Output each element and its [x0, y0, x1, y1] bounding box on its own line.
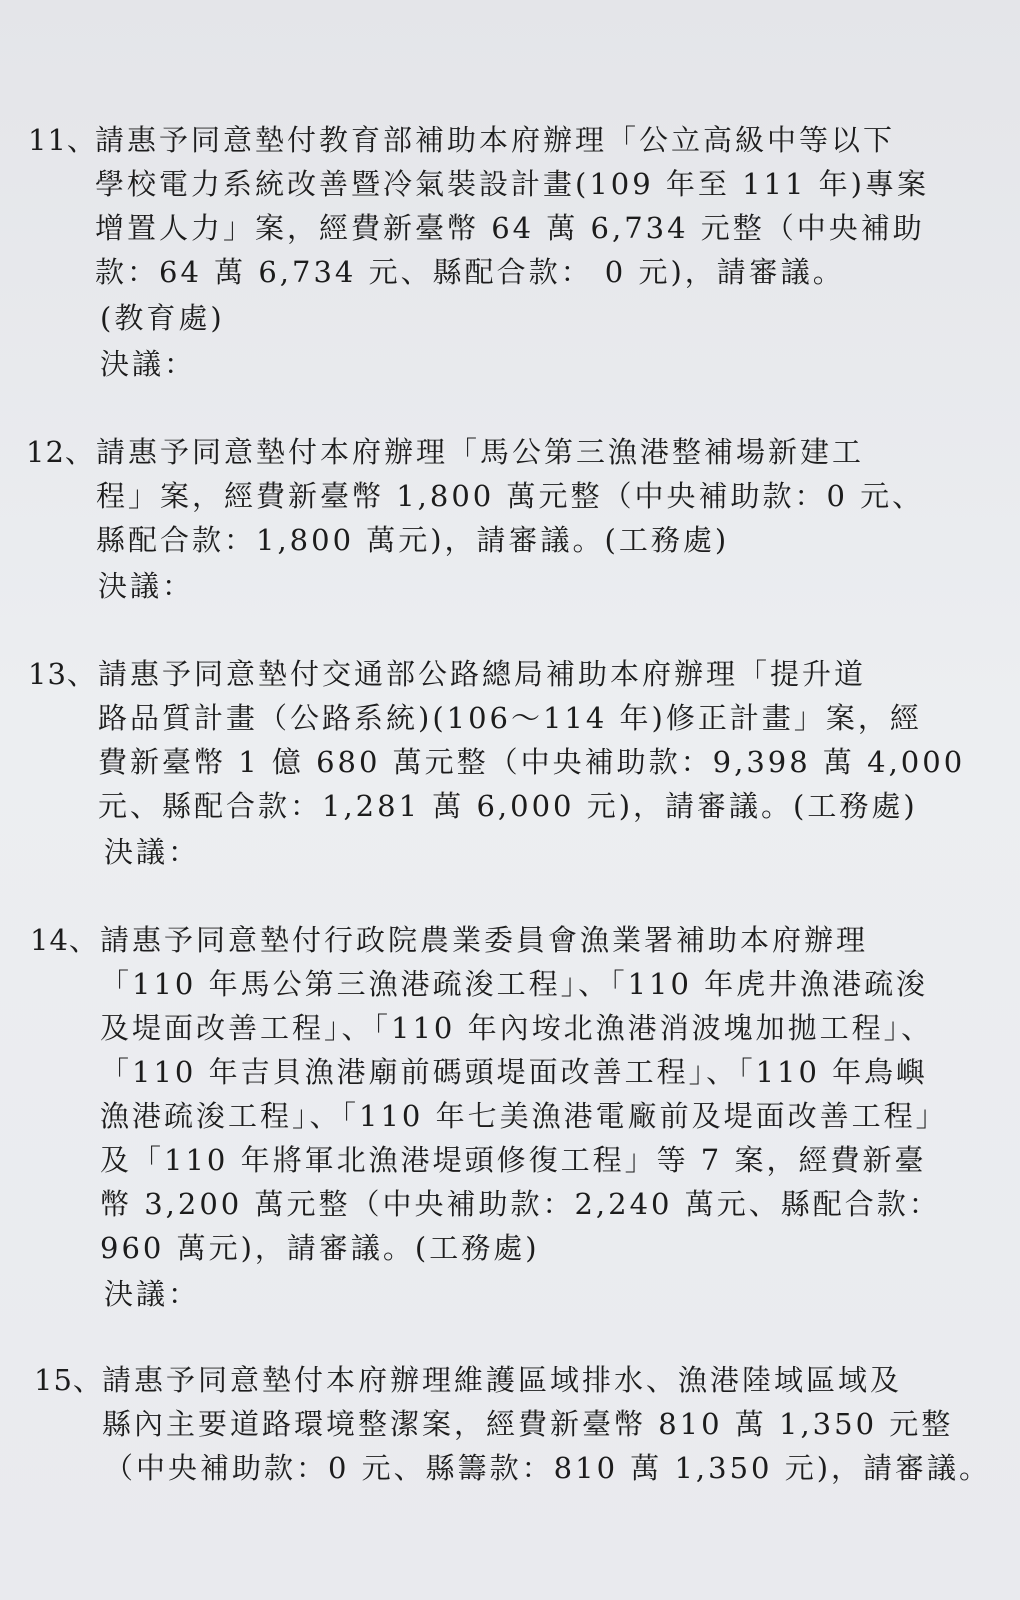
resolution-label: 決議： [100, 347, 197, 381]
resolution-label: 決議： [104, 835, 201, 869]
item-text-line: 請惠予同意墊付本府辦理維護區域排水、漁港陸域區域及 [102, 1363, 903, 1397]
item-text-line: 請惠予同意墊付交通部公路總局補助本府辦理「提升道 [98, 657, 867, 691]
resolution-label: 決議： [98, 569, 195, 603]
item-text-line: 費新臺幣 1 億 680 萬元整（中央補助款：9,398 萬 4,000 [98, 745, 966, 779]
item-text-line: 縣內主要道路環境整潔案，經費新臺幣 810 萬 1,350 元整 [102, 1407, 954, 1441]
item-number: 13、 [28, 657, 97, 691]
item-text-line: 及堤面改善工程」、「110 年內垵北漁港消波塊加拋工程」、 [100, 1011, 934, 1045]
item-text-line: 漁港疏浚工程」、「110 年七美漁港電廠前及堤面改善工程」 [100, 1099, 948, 1133]
item-text-line: 幣 3,200 萬元整（中央補助款：2,240 萬元、縣配合款： [100, 1187, 941, 1221]
item-text-line: 路品質計畫（公路系統)(106～114 年)修正計畫」案，經 [98, 701, 922, 735]
item-number: 12、 [26, 435, 95, 469]
item-text-line: （中央補助款：0 元、縣籌款：810 萬 1,350 元)，請審議。 [104, 1451, 992, 1485]
item-text-line: 款：64 萬 6,734 元、縣配合款： 0 元)，請審議。 [95, 255, 845, 289]
item-text-line: 「110 年吉貝漁港廟前碼頭堤面改善工程」、「110 年鳥嶼 [100, 1055, 929, 1089]
item-text-line: 及「110 年將軍北漁港堤頭修復工程」等 7 案，經費新臺 [100, 1143, 927, 1177]
item-text-line: 請惠予同意墊付行政院農業委員會漁業署補助本府辦理 [100, 923, 869, 957]
item-department: (教育處) [100, 301, 225, 335]
item-number: 14、 [30, 923, 99, 957]
item-text-line: 學校電力系統改善暨冷氣裝設計畫(109 年至 111 年)專案 [95, 167, 929, 201]
item-number: 15、 [34, 1363, 103, 1397]
item-text-line: 請惠予同意墊付教育部補助本府辦理「公立高級中等以下 [95, 123, 896, 157]
item-text-line: 960 萬元)，請審議。(工務處) [100, 1231, 540, 1265]
item-number: 11、 [28, 123, 97, 157]
item-text-line: 「110 年馬公第三漁港疏浚工程」、「110 年虎井漁港疏浚 [100, 967, 929, 1001]
item-text-line: 請惠予同意墊付本府辦理「馬公第三漁港整補場新建工 [96, 435, 865, 469]
item-text-line: 縣配合款：1,800 萬元)，請審議。(工務處) [96, 523, 730, 557]
item-text-line: 程」案，經費新臺幣 1,800 萬元整（中央補助款：0 元、 [96, 479, 925, 513]
resolution-label: 決議： [104, 1277, 201, 1311]
item-text-line: 增置人力」案，經費新臺幣 64 萬 6,734 元整（中央補助 [95, 211, 925, 245]
item-text-line: 元、縣配合款：1,281 萬 6,000 元)，請審議。(工務處) [98, 789, 918, 823]
